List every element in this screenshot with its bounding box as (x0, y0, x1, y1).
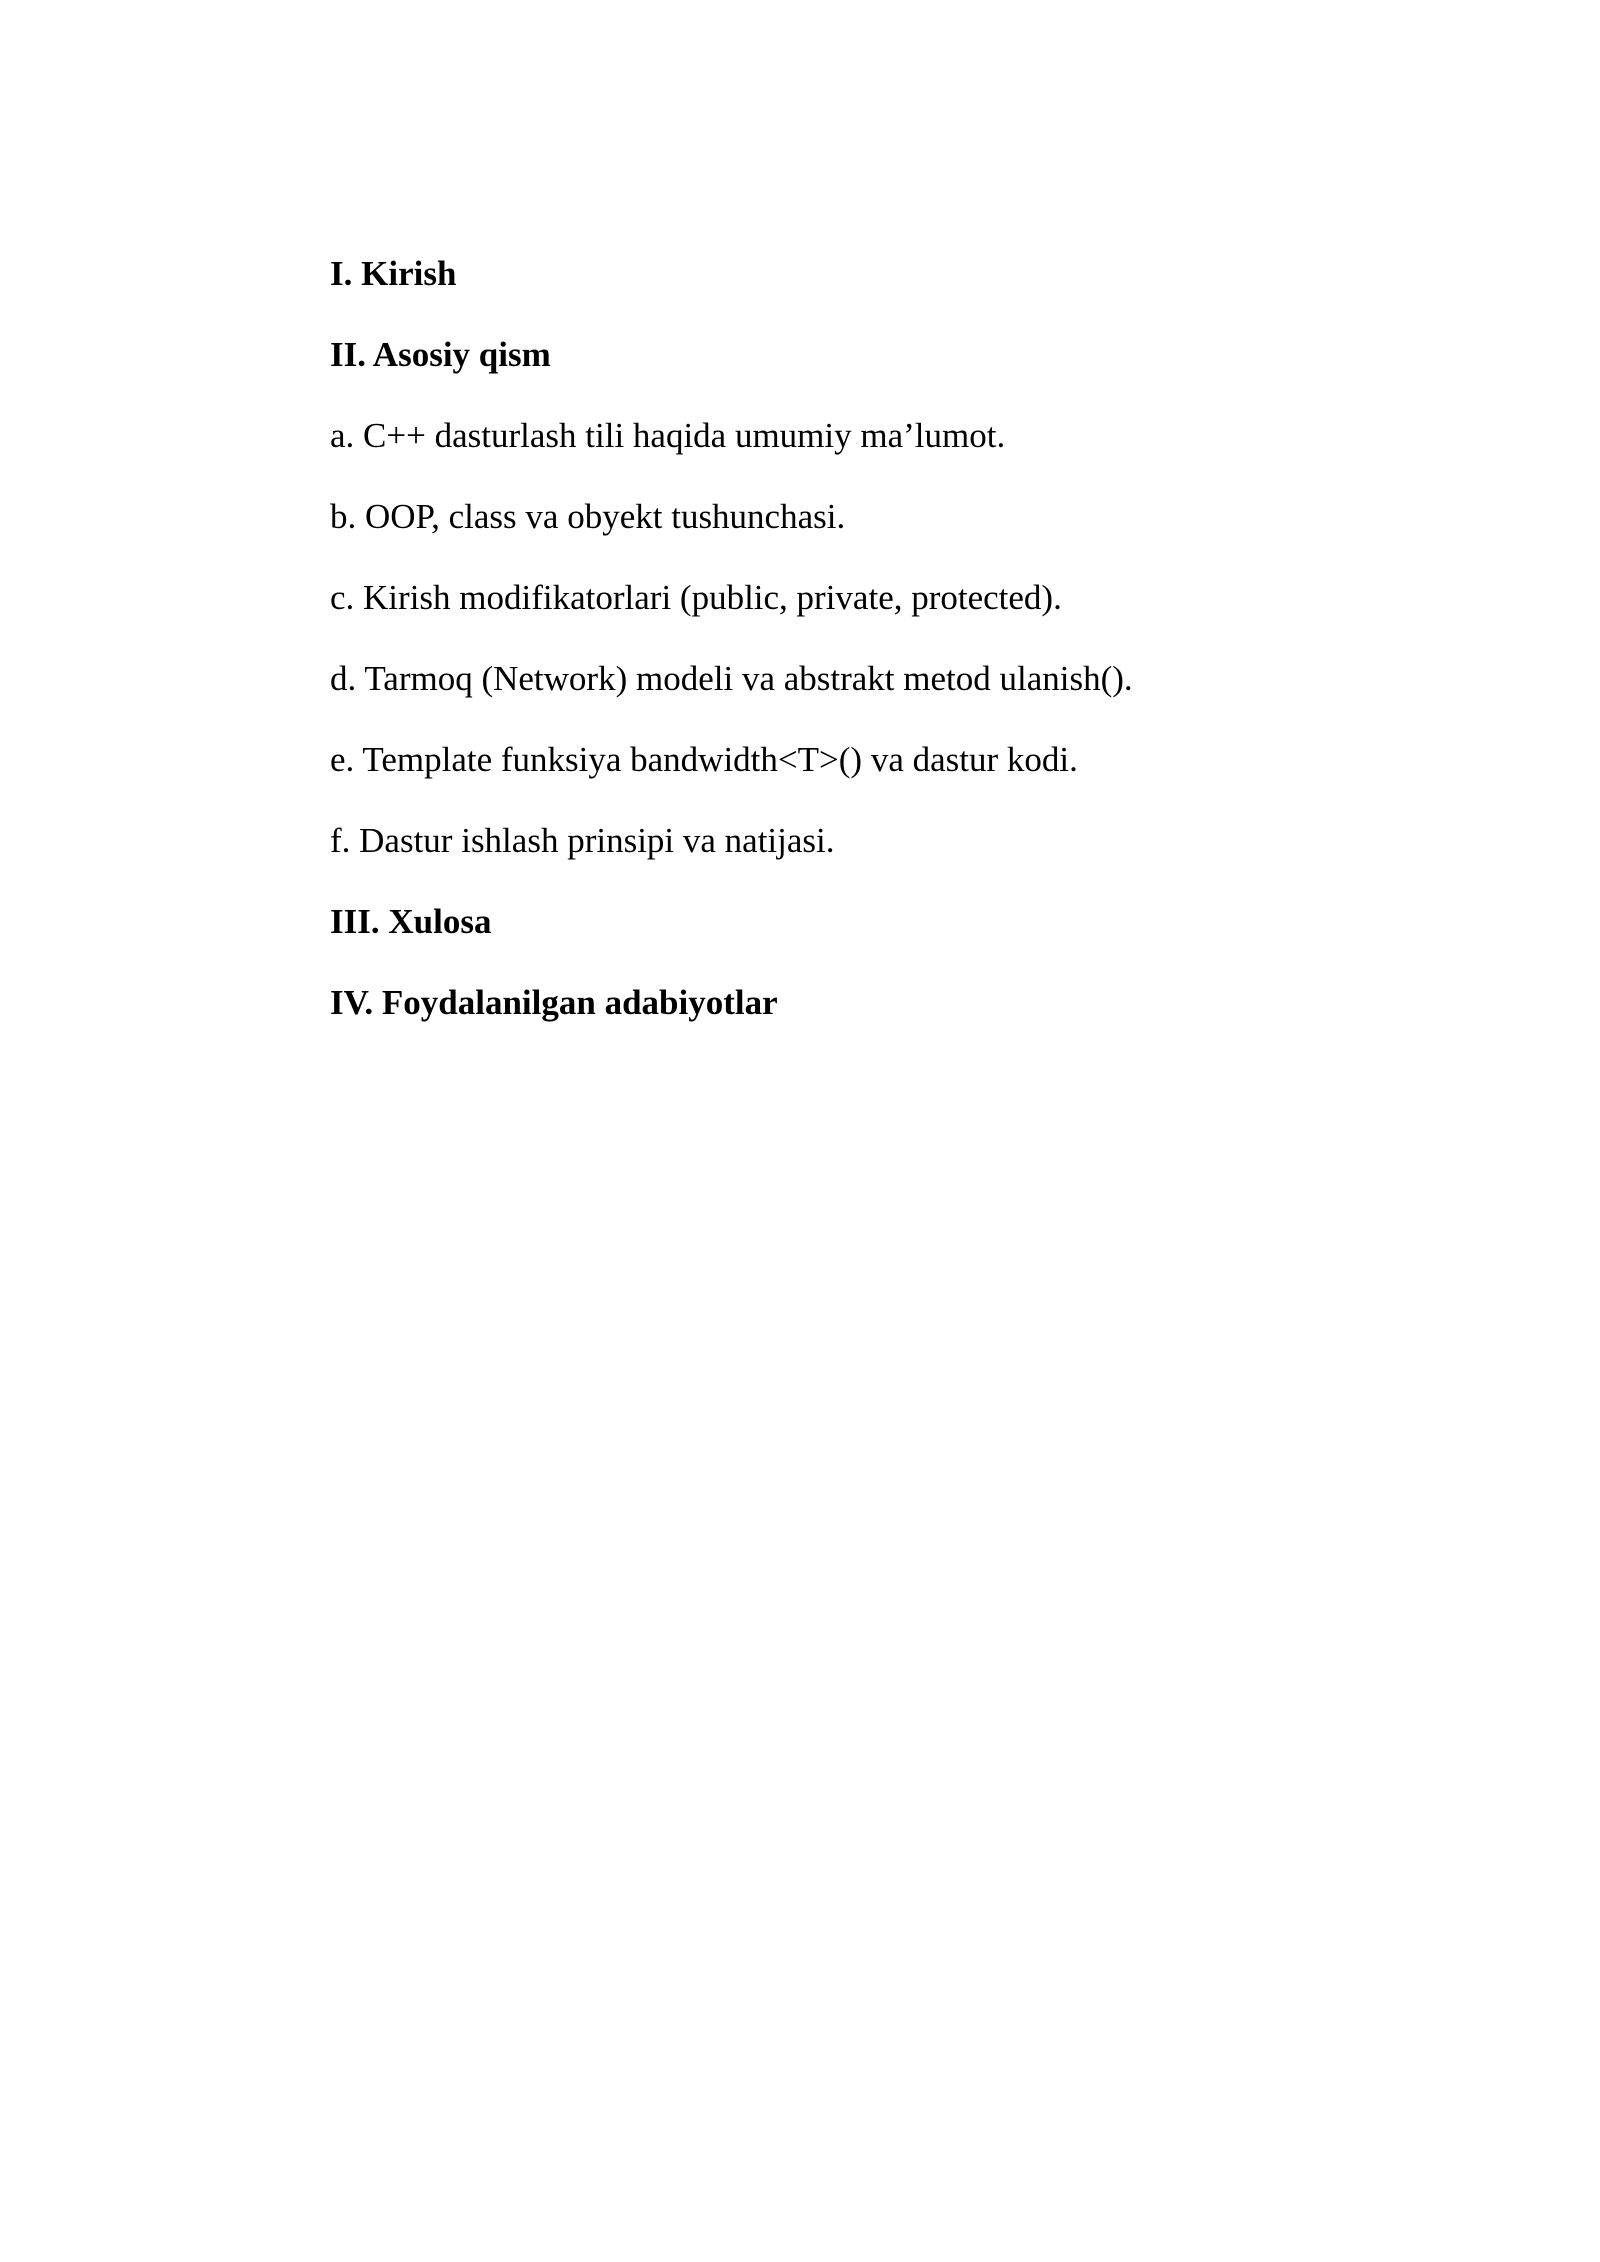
toc-section-xulosa: III. Xulosa (330, 902, 492, 941)
toc-subsection-cpp-overview: a. C++ dasturlash tili haqida umumiy ma’lumot. (330, 416, 1006, 455)
toc-subsection-template-function: e. Template funksiya bandwidth<T>() va dastur kodi. (330, 740, 1078, 779)
toc-subsection-program-principle: f. Dastur ishlash prinsipi va natijasi. (330, 821, 835, 860)
toc-section-asosiy-qism: II. Asosiy qism (330, 335, 551, 374)
toc-subsection-oop-class-object: b. OOP, class va obyekt tushunchasi. (330, 497, 846, 536)
table-of-contents (330, 248, 1430, 1058)
toc-subsection-access-modifiers: c. Kirish modifikatorlari (public, private, protected). (330, 578, 1062, 617)
toc-section-adabiyotlar: IV. Foydalanilgan adabiyotlar (330, 983, 778, 1022)
toc-section-kirish: I. Kirish (330, 254, 457, 293)
toc-subsection-network-model: d. Tarmoq (Network) modeli va abstrakt metod ulanish(). (330, 659, 1133, 698)
